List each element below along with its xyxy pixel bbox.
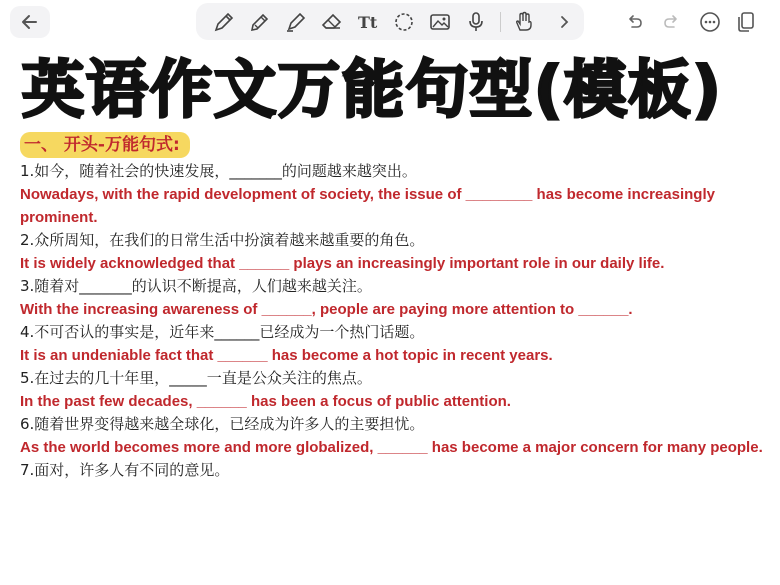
section-heading: 一、 开头-万能句式: [20, 132, 190, 158]
sentence-7-chinese: 7.面对，许多人有不同的意见。 [20, 461, 230, 479]
sentence-4-chinese: 4.不可否认的事实是，近年来______已经成为一个热门话题。 [20, 323, 425, 341]
pencil-tool-button[interactable] [246, 8, 274, 36]
expand-tools-button[interactable] [550, 8, 578, 36]
text-tool-button[interactable] [354, 8, 382, 36]
redo-icon [660, 10, 684, 34]
redo-button[interactable] [658, 8, 686, 36]
pages-button[interactable] [732, 8, 760, 36]
highlighter-tool-button[interactable] [282, 8, 310, 36]
sentence-2-chinese: 2.众所周知，在我们的日常生活中扮演着越来越重要的角色。 [20, 231, 425, 249]
svg-text:Tt: Tt [358, 13, 378, 32]
pen-icon [212, 10, 236, 34]
sentence-6-english: As the world becomes more and more globalized, ______ has become a major concern for many people. [20, 439, 763, 456]
sentence-4-english: It is an undeniable fact that ______ has become a hot topic in recent years. [20, 347, 553, 364]
undo-icon [622, 10, 646, 34]
back-arrow-icon [10, 6, 50, 38]
lasso-icon [392, 10, 416, 34]
undo-button[interactable] [620, 8, 648, 36]
back-button[interactable] [10, 6, 50, 38]
microphone-tool-button[interactable] [462, 8, 490, 36]
image-icon [428, 10, 452, 34]
hand-tool-button[interactable] [510, 8, 538, 36]
sentence-5-chinese: 5.在过去的几十年里，_____一直是公众关注的焦点。 [20, 369, 372, 387]
hand-icon [512, 10, 536, 34]
sentence-6-chinese: 6.随着世界变得越来越全球化，已经成为许多人的主要担忧。 [20, 415, 425, 433]
page-title: 英语作文万能句型(模板) [22, 53, 723, 126]
pencil-icon [248, 10, 272, 34]
chevron-right-icon [552, 10, 576, 34]
toolbar [0, 0, 780, 44]
sentence-1-english: Nowadays, with the rapid development of society, the issue of ________ has become increasingly prominent. [20, 186, 715, 226]
eraser-tool-button[interactable] [318, 8, 346, 36]
sentence-2-english: It is widely acknowledged that ______ plays an increasingly important role in our daily life. [20, 255, 665, 272]
pen-tool-button[interactable] [210, 8, 238, 36]
microphone-icon [464, 10, 488, 34]
note-content [20, 132, 765, 482]
lasso-tool-button[interactable] [390, 8, 418, 36]
toolbar-divider [500, 12, 501, 32]
image-tool-button[interactable] [426, 8, 454, 36]
pages-icon [734, 10, 758, 34]
more-options-icon [698, 10, 722, 34]
more-options-button[interactable] [696, 8, 724, 36]
highlighter-icon [284, 10, 308, 34]
eraser-icon [320, 10, 344, 34]
sentence-1-chinese: 1.如今，随着社会的快速发展，_______的问题越来越突出。 [20, 162, 417, 180]
sentence-3-chinese: 3.随着对_______的认识不断提高，人们越来越关注。 [20, 277, 372, 295]
text-tool-icon [356, 10, 380, 34]
sentence-3-english: With the increasing awareness of ______, people are paying more attention to ______. [20, 301, 633, 318]
sentence-5-english: In the past few decades, ______ has been a focus of public attention. [20, 393, 511, 410]
